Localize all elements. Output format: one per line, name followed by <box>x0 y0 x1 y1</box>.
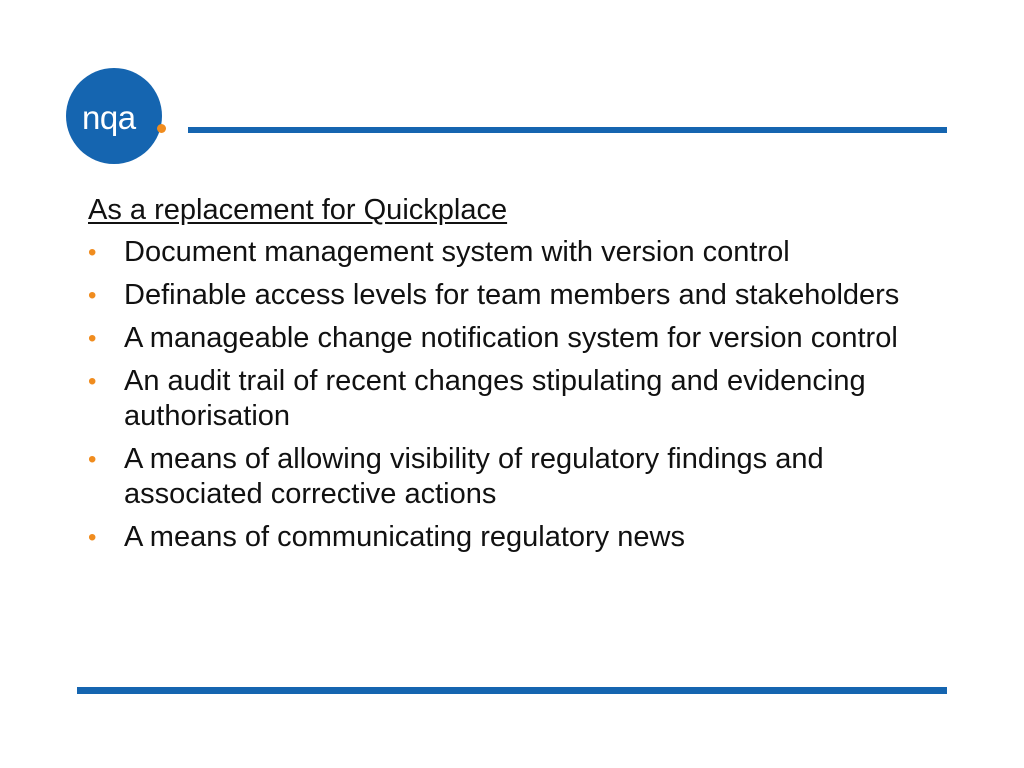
list-item <box>88 321 938 356</box>
list-item <box>88 520 938 555</box>
list-item-text: An audit trail of recent changes stipulating and evidencing authorisation <box>124 365 866 432</box>
list-item <box>88 364 938 434</box>
bullet-icon: • <box>88 282 97 309</box>
bullet-icon: • <box>88 239 97 266</box>
bottom-divider <box>77 687 947 694</box>
list-item <box>88 442 938 512</box>
list-item-text: A manageable change notification system for version control <box>124 322 898 354</box>
list-item <box>88 235 938 270</box>
logo-text: nqa <box>82 99 136 136</box>
logo-dot <box>157 124 166 133</box>
list-item-text: A means of allowing visibility of regulatory findings and associated corrective actions <box>124 443 824 510</box>
list-item <box>88 278 938 313</box>
list-item-text: A means of communicating regulatory news <box>124 521 685 553</box>
bullet-icon: • <box>88 524 97 551</box>
list-item-text: Document management system with version control <box>124 236 790 268</box>
slide-content <box>88 193 938 563</box>
bullet-icon: • <box>88 446 97 473</box>
bullet-list <box>88 235 938 555</box>
bullet-icon: • <box>88 368 97 395</box>
section-heading: As a replacement for Quickplace <box>88 194 508 226</box>
top-divider <box>188 127 947 133</box>
bullet-icon: • <box>88 325 97 352</box>
list-item-text: Definable access levels for team members and stakeholders <box>124 279 900 311</box>
